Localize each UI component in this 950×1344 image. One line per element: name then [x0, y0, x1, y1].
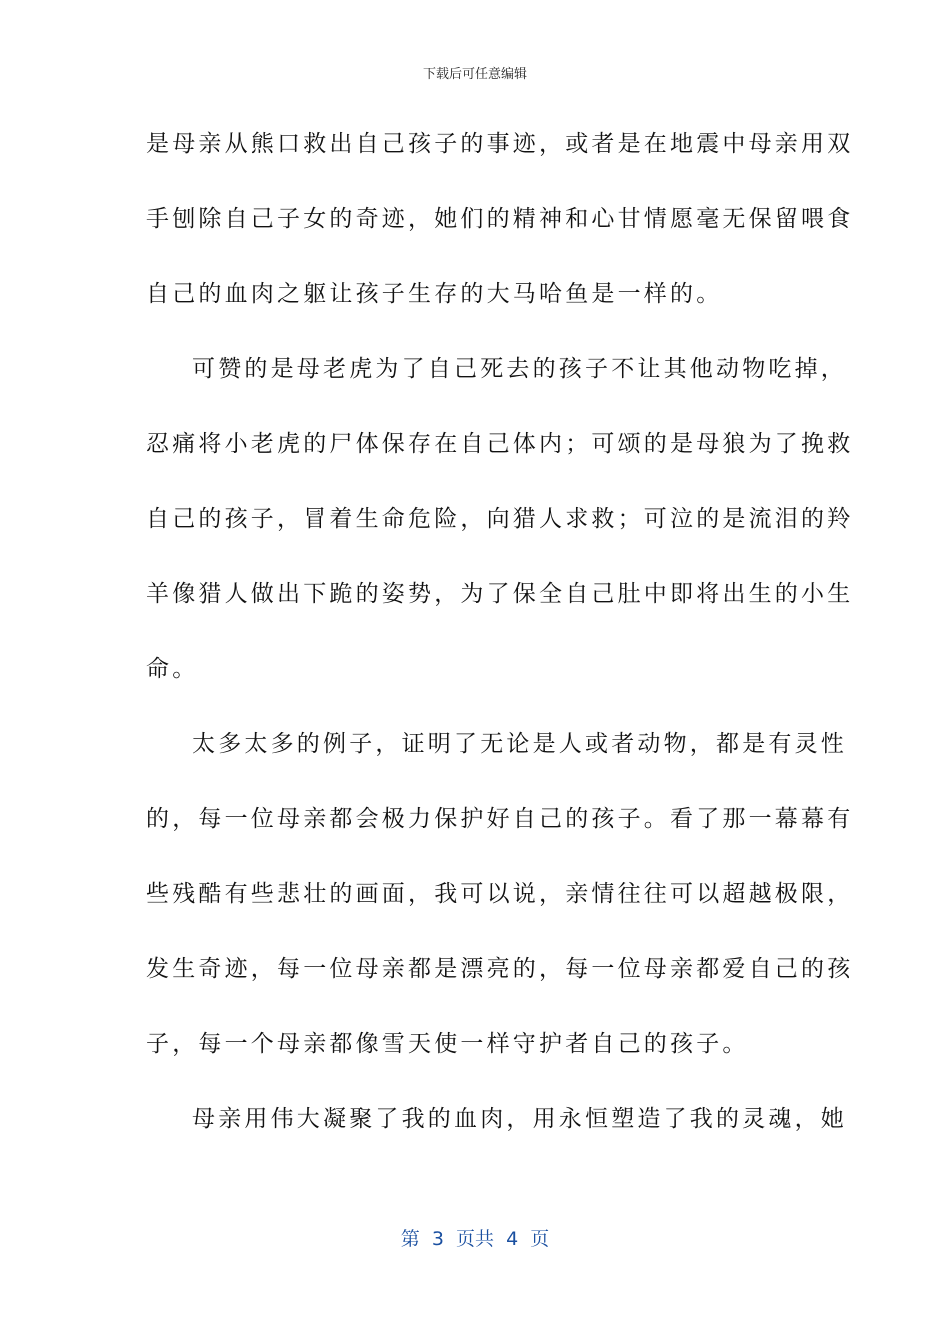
text-line: 些残酷有些悲壮的画面，我可以说，亲情往往可以超越极限， — [146, 881, 854, 907]
text-line: 手刨除自己子女的奇迹，她们的精神和心甘情愿毫无保留喂食 — [146, 206, 854, 232]
text-line: 羊像猎人做出下跪的姿势，为了保全自己肚中即将出生的小生 — [146, 581, 854, 607]
text-line: 发生奇迹，每一位母亲都是漂亮的，每一位母亲都爱自己的孩 — [146, 956, 854, 982]
paragraph-first-line: 太多太多的例子，证明了无论是人或者动物，都是有灵性 — [192, 731, 847, 757]
text-line: 自己的血肉之躯让孩子生存的大马哈鱼是一样的。 — [146, 281, 723, 307]
text-line: 自己的孩子，冒着生命危险，向猎人求救；可泣的是流泪的羚 — [146, 506, 854, 532]
page-number-footer: 第 3 页共 4 页 — [400, 1228, 550, 1250]
text-line: 忍痛将小老虎的尸体保存在自己体内；可颂的是母狼为了挽救 — [146, 431, 854, 457]
paragraph-first-line: 可赞的是母老虎为了自己死去的孩子不让其他动物吃掉， — [192, 356, 847, 382]
text-line: 命。 — [146, 656, 199, 682]
text-line: 的，每一位母亲都会极力保护好自己的孩子。看了那一幕幕有 — [146, 806, 854, 832]
paragraph-first-line: 母亲用伟大凝聚了我的血肉，用永恒塑造了我的灵魂，她 — [192, 1106, 847, 1132]
text-line: 子，每一个母亲都像雪天使一样守护者自己的孩子。 — [146, 1031, 749, 1057]
header-note: 下载后可任意编辑 — [422, 67, 527, 82]
text-line: 是母亲从熊口救出自己孩子的事迹，或者是在地震中母亲用双 — [146, 131, 854, 157]
